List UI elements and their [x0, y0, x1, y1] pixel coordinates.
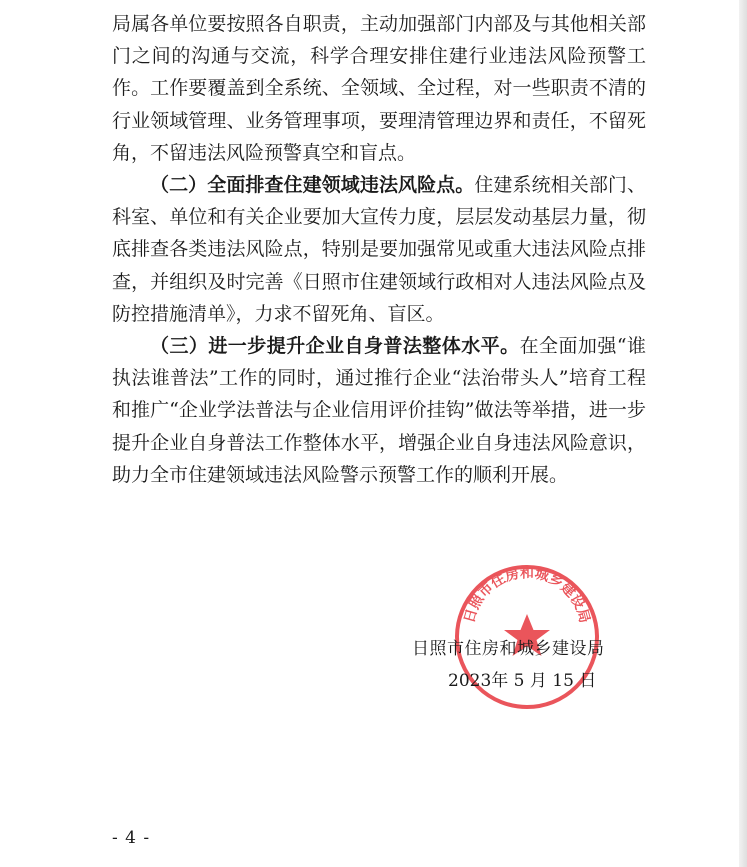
- paragraph-2-text: 住建系统相关部门、科室、单位和有关企业要加大宣传力度，层层发动基层力量，彻底排查各类违法风险点，特别是要加强常见或重大违法风险点排查，并组织及时完善《日照市住建领域行政相对人违法风险点及防控措施清单》，力求不留死角、盲区。: [112, 174, 646, 325]
- paragraph-2-heading: （二）全面排查住建领域违法风险点。: [150, 174, 475, 197]
- page-number: - 4 -: [112, 828, 151, 848]
- paragraph-3-heading: （三）进一步提升企业自身普法整体水平。: [150, 335, 520, 358]
- page-edge: [739, 0, 747, 867]
- issuer-signature: 日照市住房和城乡建设局: [412, 639, 605, 659]
- paragraph-2: [112, 169, 646, 330]
- paragraph-1-text: 局属各单位要按照各自职责，主动加强部门内部及与其他相关部门之间的沟通与交流，科学合理安排住建行业违法风险预警工作。工作要覆盖到全系统、全领域、全过程，对一些职责不清的行业领域管理、业务管理事项，要理清管理边界和责任，不留死角，不留违法风险预警真空和盲点。: [112, 13, 646, 164]
- paragraph-3: [112, 330, 646, 491]
- paragraph-1: [112, 8, 646, 169]
- document-body: [112, 8, 646, 491]
- seal-text: 日照市住房和城乡建设局: [461, 565, 593, 625]
- paragraph-3-text: 在全面加强“谁执法谁普法”工作的同时，通过推行企业“法治带头人”培育工程和推广“企业学法普法与企业信用评价挂钩”做法等举措，进一步提升企业自身普法工作整体水平，增强企业自身违法风险意识，助力全市住建领域违法风险警示预警工作的顺利开展。: [112, 335, 646, 486]
- issue-date: 2023年 5 月 15 日: [448, 671, 597, 691]
